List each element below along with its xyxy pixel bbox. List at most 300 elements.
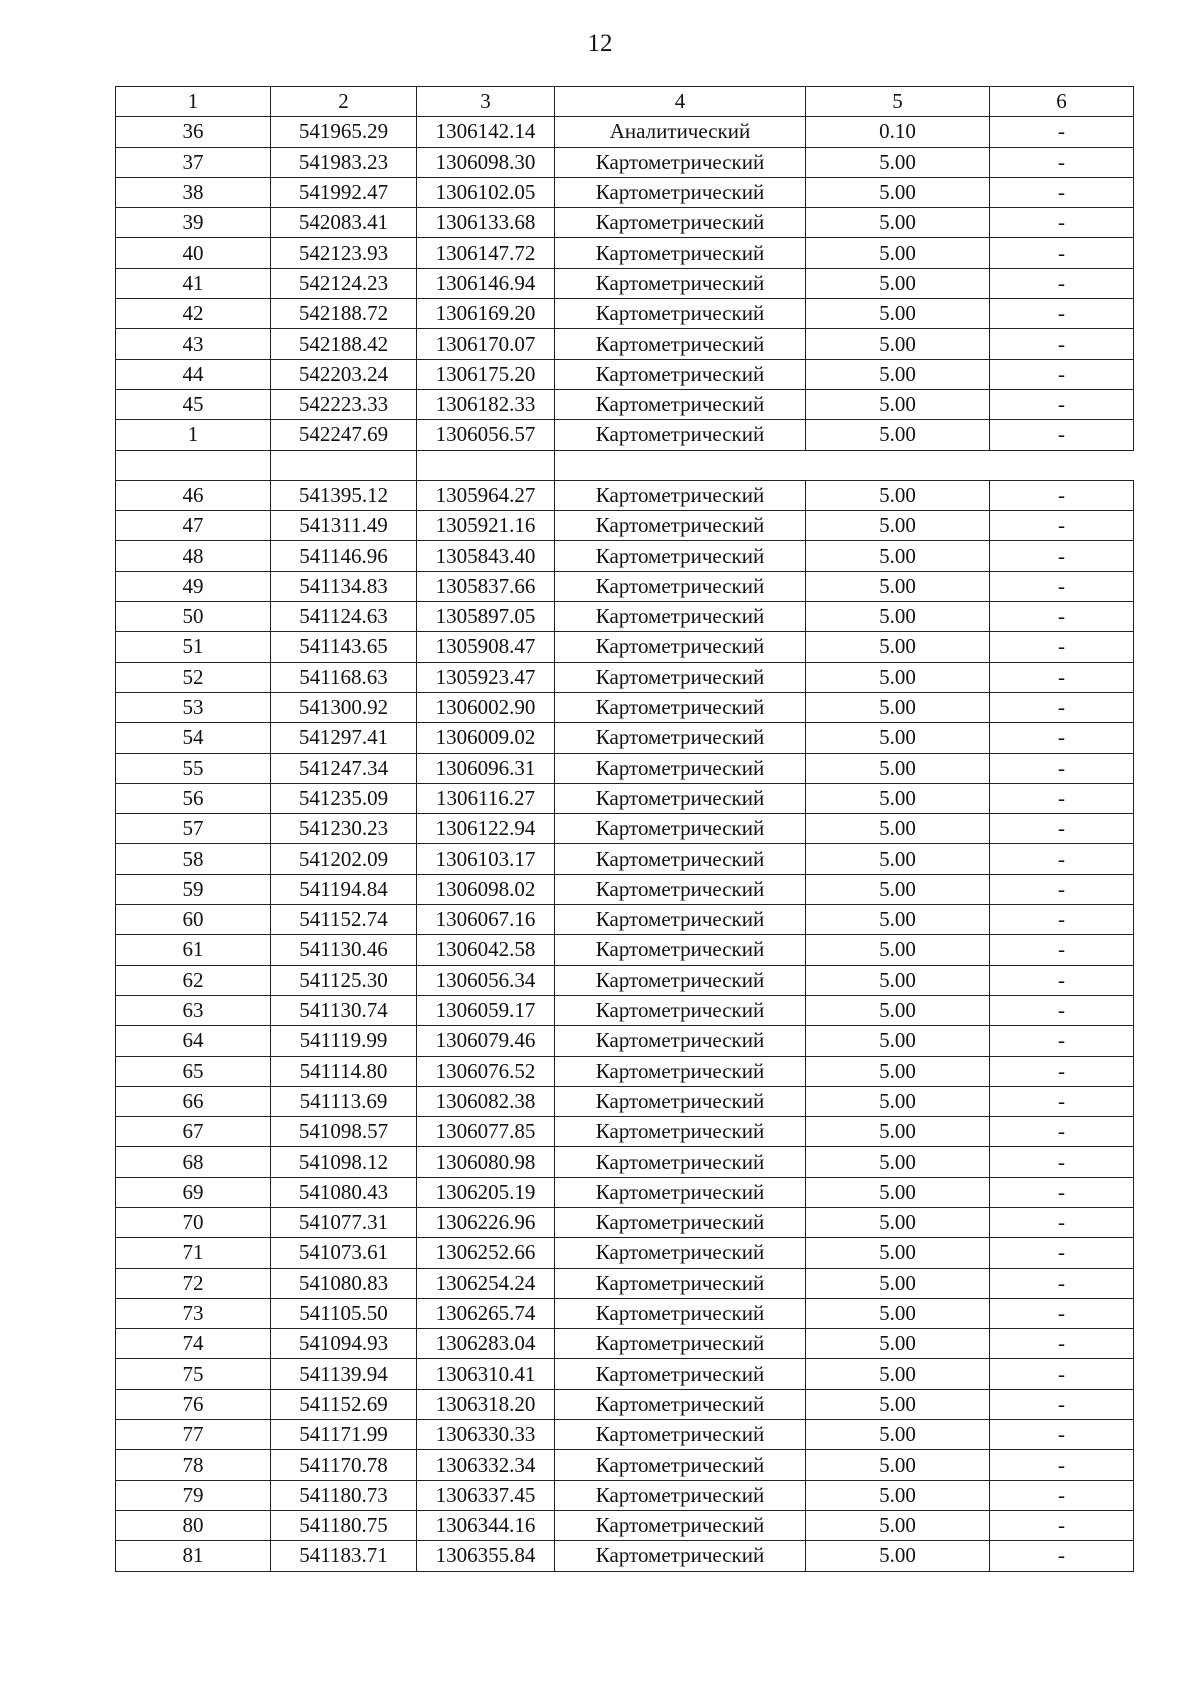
table-cell-col-2: 541300.92 xyxy=(271,692,417,722)
table-row xyxy=(116,1086,1134,1116)
table-cell-col-4: Картометрический xyxy=(555,1207,806,1237)
table-cell-col-5: 5.00 xyxy=(806,783,990,813)
table-row xyxy=(116,238,1134,268)
table-row xyxy=(116,329,1134,359)
table-cell-col-5: 5.00 xyxy=(806,1026,990,1056)
table-cell-col-5: 5.00 xyxy=(806,1541,990,1571)
table-cell-col-3: 1306116.27 xyxy=(417,783,555,813)
table-cell-col-5: 5.00 xyxy=(806,1329,990,1359)
table-cell-col-2: 541168.63 xyxy=(271,662,417,692)
table-cell-col-1: 80 xyxy=(116,1510,271,1540)
table-cell-col-1: 47 xyxy=(116,511,271,541)
table-cell-col-3: 1306002.90 xyxy=(417,692,555,722)
table-cell-col-3: 1306146.94 xyxy=(417,268,555,298)
table-cell-col-6: - xyxy=(990,1117,1134,1147)
table-row xyxy=(116,662,1134,692)
table-cell-col-6: - xyxy=(990,632,1134,662)
table-row xyxy=(116,602,1134,632)
table-cell-col-2: 542247.69 xyxy=(271,420,417,450)
table-cell-col-6: - xyxy=(990,541,1134,571)
table-cell-col-6: - xyxy=(990,935,1134,965)
table-cell-col-4: Картометрический xyxy=(555,1450,806,1480)
table-cell-col-4: Картометрический xyxy=(555,1026,806,1056)
table-cell-col-2: 541125.30 xyxy=(271,965,417,995)
table-cell-col-1: 53 xyxy=(116,692,271,722)
table-cell-col-4: Картометрический xyxy=(555,511,806,541)
table-cell-col-3: 1306355.84 xyxy=(417,1541,555,1571)
table-cell-col-5: 5.00 xyxy=(806,571,990,601)
table-cell-col-2: 541119.99 xyxy=(271,1026,417,1056)
table-row xyxy=(116,935,1134,965)
table-cell-col-6: - xyxy=(990,814,1134,844)
table-cell-col-4: Картометрический xyxy=(555,662,806,692)
table-cell-col-4: Картометрический xyxy=(555,1238,806,1268)
table-cell-col-5: 5.00 xyxy=(806,1359,990,1389)
table-cell-col-4: Картометрический xyxy=(555,1056,806,1086)
table-cell-col-6: - xyxy=(990,299,1134,329)
table-cell-col-2: 542203.24 xyxy=(271,359,417,389)
table-cell-col-6: - xyxy=(990,177,1134,207)
table-cell-col-1: 36 xyxy=(116,117,271,147)
table-row xyxy=(116,753,1134,783)
table-cell-col-1: 49 xyxy=(116,571,271,601)
table-cell-col-2: 541170.78 xyxy=(271,1450,417,1480)
table-cell-col-5: 5.00 xyxy=(806,268,990,298)
table-cell-col-5: 5.00 xyxy=(806,389,990,419)
table-cell-col-5: 5.00 xyxy=(806,935,990,965)
table-cell-col-4: Картометрический xyxy=(555,1541,806,1571)
table-cell-col-1: 55 xyxy=(116,753,271,783)
table-cell-col-3: 1306254.24 xyxy=(417,1268,555,1298)
table-cell-col-5: 5.00 xyxy=(806,965,990,995)
table-cell-col-1: 58 xyxy=(116,844,271,874)
table-cell-col-6: - xyxy=(990,268,1134,298)
column-header-4: 4 xyxy=(555,87,806,117)
table-cell-col-4: Картометрический xyxy=(555,905,806,935)
table-cell-col-4: Картометрический xyxy=(555,541,806,571)
table-cell-col-5 xyxy=(806,450,990,480)
table-cell-col-6: - xyxy=(990,329,1134,359)
table-cell-col-6: - xyxy=(990,965,1134,995)
table-cell-col-3: 1306067.16 xyxy=(417,905,555,935)
page-number: 12 xyxy=(587,30,613,57)
table-cell-col-5: 5.00 xyxy=(806,511,990,541)
table-cell-col-1: 44 xyxy=(116,359,271,389)
table-row xyxy=(116,541,1134,571)
table-row xyxy=(116,1359,1134,1389)
table-cell-col-4: Аналитический xyxy=(555,117,806,147)
table-cell-col-3 xyxy=(417,450,555,480)
table-cell-col-4: Картометрический xyxy=(555,208,806,238)
table-row xyxy=(116,723,1134,753)
table-cell-col-3: 1306077.85 xyxy=(417,1117,555,1147)
table-cell-col-2: 541113.69 xyxy=(271,1086,417,1116)
table-row xyxy=(116,480,1134,510)
table-cell-col-1: 61 xyxy=(116,935,271,965)
table-cell-col-6: - xyxy=(990,1238,1134,1268)
table-cell-col-4: Картометрический xyxy=(555,1117,806,1147)
table-cell-col-1: 37 xyxy=(116,147,271,177)
table-cell-col-1: 39 xyxy=(116,208,271,238)
table-cell-col-5: 5.00 xyxy=(806,238,990,268)
column-header-2: 2 xyxy=(271,87,417,117)
table-cell-col-3: 1306265.74 xyxy=(417,1298,555,1328)
table-cell-col-2: 541297.41 xyxy=(271,723,417,753)
table-cell-col-3: 1306079.46 xyxy=(417,1026,555,1056)
table-cell-col-4: Картометрический xyxy=(555,723,806,753)
table-cell-col-3: 1306205.19 xyxy=(417,1177,555,1207)
table-cell-col-3: 1306056.57 xyxy=(417,420,555,450)
table-row xyxy=(116,571,1134,601)
table-cell-col-3: 1306330.33 xyxy=(417,1420,555,1450)
table-cell-col-1: 48 xyxy=(116,541,271,571)
table-cell-col-3: 1305921.16 xyxy=(417,511,555,541)
table-row xyxy=(116,692,1134,722)
table-cell-col-6: - xyxy=(990,480,1134,510)
table-cell-col-5: 5.00 xyxy=(806,541,990,571)
table-row xyxy=(116,1056,1134,1086)
table-cell-col-1: 46 xyxy=(116,480,271,510)
table-cell-col-4: Картометрический xyxy=(555,602,806,632)
table-cell-col-4: Картометрический xyxy=(555,874,806,904)
table-cell-col-6: - xyxy=(990,359,1134,389)
table-row xyxy=(116,1420,1134,1450)
table-cell-col-3: 1306142.14 xyxy=(417,117,555,147)
coordinates-table xyxy=(115,86,1134,1572)
table-cell-col-2: 541235.09 xyxy=(271,783,417,813)
table-cell-col-3: 1306082.38 xyxy=(417,1086,555,1116)
table-body xyxy=(116,87,1134,1572)
table-cell-col-4: Картометрический xyxy=(555,1177,806,1207)
table-row xyxy=(116,208,1134,238)
table-row xyxy=(116,147,1134,177)
table-cell-col-6 xyxy=(990,450,1134,480)
table-cell-col-1: 54 xyxy=(116,723,271,753)
table-cell-col-1: 62 xyxy=(116,965,271,995)
table-cell-col-3: 1306056.34 xyxy=(417,965,555,995)
table-cell-col-5: 5.00 xyxy=(806,1238,990,1268)
table-cell-col-6: - xyxy=(990,844,1134,874)
table-cell-col-1: 41 xyxy=(116,268,271,298)
table-row xyxy=(116,1389,1134,1419)
table-cell-col-2: 542223.33 xyxy=(271,389,417,419)
table-cell-col-5: 5.00 xyxy=(806,1147,990,1177)
table-cell-col-5: 5.00 xyxy=(806,208,990,238)
table-cell-col-4: Картометрический xyxy=(555,359,806,389)
table-cell-col-4: Картометрический xyxy=(555,1086,806,1116)
table-row xyxy=(116,1238,1134,1268)
table-row xyxy=(116,1207,1134,1237)
table-cell-col-6: - xyxy=(990,602,1134,632)
table-cell-col-4: Картометрический xyxy=(555,238,806,268)
table-cell-col-3: 1305897.05 xyxy=(417,602,555,632)
table-cell-col-2: 541094.93 xyxy=(271,1329,417,1359)
table-cell-col-6: - xyxy=(990,208,1134,238)
table-cell-col-6: - xyxy=(990,783,1134,813)
table-cell-col-4: Картометрический xyxy=(555,844,806,874)
table-cell-col-2: 541395.12 xyxy=(271,480,417,510)
table-cell-col-3: 1306042.58 xyxy=(417,935,555,965)
table-cell-col-1: 74 xyxy=(116,1329,271,1359)
table-cell-col-6: - xyxy=(990,1359,1134,1389)
table-cell-col-5: 5.00 xyxy=(806,1056,990,1086)
table-cell-col-2: 541134.83 xyxy=(271,571,417,601)
table-cell-col-3: 1306310.41 xyxy=(417,1359,555,1389)
table-row xyxy=(116,359,1134,389)
table-cell-col-3: 1306098.02 xyxy=(417,874,555,904)
table-cell-col-1: 52 xyxy=(116,662,271,692)
table-cell-col-3: 1306122.94 xyxy=(417,814,555,844)
table-cell-col-5: 5.00 xyxy=(806,147,990,177)
table-cell-col-2: 541098.12 xyxy=(271,1147,417,1177)
table-cell-col-3: 1306337.45 xyxy=(417,1480,555,1510)
table-cell-col-4: Картометрический xyxy=(555,1147,806,1177)
table-cell-col-2: 542188.72 xyxy=(271,299,417,329)
table-cell-col-2: 541183.71 xyxy=(271,1541,417,1571)
table-cell-col-2: 541230.23 xyxy=(271,814,417,844)
table-row xyxy=(116,389,1134,419)
table-cell-col-6: - xyxy=(990,995,1134,1025)
table-cell-col-4: Картометрический xyxy=(555,1420,806,1450)
table-cell-col-2: 541130.74 xyxy=(271,995,417,1025)
table-cell-col-2: 542188.42 xyxy=(271,329,417,359)
table-cell-col-2: 541152.69 xyxy=(271,1389,417,1419)
table-cell-col-5: 5.00 xyxy=(806,723,990,753)
table-cell-col-6: - xyxy=(990,1056,1134,1086)
table-cell-col-5: 0.10 xyxy=(806,117,990,147)
table-cell-col-6: - xyxy=(990,1298,1134,1328)
table-cell-col-1: 38 xyxy=(116,177,271,207)
table-cell-col-2: 541114.80 xyxy=(271,1056,417,1086)
table-row xyxy=(116,1268,1134,1298)
table-cell-col-3: 1305837.66 xyxy=(417,571,555,601)
table-cell-col-5: 5.00 xyxy=(806,1207,990,1237)
table-cell-col-5: 5.00 xyxy=(806,480,990,510)
table-cell-col-6: - xyxy=(990,147,1134,177)
table-row xyxy=(116,995,1134,1025)
table-header-row xyxy=(116,87,1134,117)
table-cell-col-6: - xyxy=(990,1086,1134,1116)
table-cell-col-2: 541139.94 xyxy=(271,1359,417,1389)
table-cell-col-6: - xyxy=(990,1207,1134,1237)
table-cell-col-3: 1306332.34 xyxy=(417,1450,555,1480)
table-cell-col-3: 1306226.96 xyxy=(417,1207,555,1237)
table-cell-col-6: - xyxy=(990,692,1134,722)
table-cell-col-6: - xyxy=(990,1450,1134,1480)
column-header-6: 6 xyxy=(990,87,1134,117)
table-cell-col-2: 541202.09 xyxy=(271,844,417,874)
table-cell-col-3: 1306096.31 xyxy=(417,753,555,783)
table-cell-col-1: 42 xyxy=(116,299,271,329)
table-cell-col-6: - xyxy=(990,662,1134,692)
table-cell-col-4: Картометрический xyxy=(555,1298,806,1328)
table-cell-col-4: Картометрический xyxy=(555,147,806,177)
table-cell-col-4: Картометрический xyxy=(555,571,806,601)
table-cell-col-1: 70 xyxy=(116,1207,271,1237)
table-cell-col-4: Картометрический xyxy=(555,1268,806,1298)
table-cell-col-3: 1306098.30 xyxy=(417,147,555,177)
table-cell-col-4: Картометрический xyxy=(555,420,806,450)
table-cell-col-6: - xyxy=(990,1541,1134,1571)
table-cell-col-4: Картометрический xyxy=(555,1480,806,1510)
table-row xyxy=(116,1450,1134,1480)
table-row xyxy=(116,1510,1134,1540)
table-cell-col-2: 541152.74 xyxy=(271,905,417,935)
table-cell-col-6: - xyxy=(990,723,1134,753)
table-cell-col-6: - xyxy=(990,1177,1134,1207)
table-row xyxy=(116,1147,1134,1177)
table-row xyxy=(116,1298,1134,1328)
table-row xyxy=(116,1480,1134,1510)
table-cell-col-4 xyxy=(555,450,806,480)
table-cell-col-6: - xyxy=(990,511,1134,541)
table-cell-col-6: - xyxy=(990,1147,1134,1177)
table-cell-col-3: 1306344.16 xyxy=(417,1510,555,1540)
column-header-1: 1 xyxy=(116,87,271,117)
table-cell-col-3: 1306170.07 xyxy=(417,329,555,359)
table-cell-col-4: Картометрический xyxy=(555,995,806,1025)
table-cell-col-5: 5.00 xyxy=(806,1177,990,1207)
table-cell-col-2: 541965.29 xyxy=(271,117,417,147)
table-cell-col-4: Картометрический xyxy=(555,177,806,207)
table-cell-col-5: 5.00 xyxy=(806,814,990,844)
table-cell-col-4: Картометрический xyxy=(555,329,806,359)
table-cell-col-3: 1306133.68 xyxy=(417,208,555,238)
table-cell-col-3: 1305964.27 xyxy=(417,480,555,510)
table-cell-col-1: 75 xyxy=(116,1359,271,1389)
table-row xyxy=(116,874,1134,904)
table-row xyxy=(116,905,1134,935)
table-cell-col-1: 57 xyxy=(116,814,271,844)
table-row xyxy=(116,420,1134,450)
table-cell-col-4: Картометрический xyxy=(555,753,806,783)
table-cell-col-3: 1306080.98 xyxy=(417,1147,555,1177)
table-cell-col-2: 542083.41 xyxy=(271,208,417,238)
table-cell-col-3: 1306283.04 xyxy=(417,1329,555,1359)
table-cell-col-4: Картометрический xyxy=(555,1510,806,1540)
table-cell-col-5: 5.00 xyxy=(806,1510,990,1540)
table-row xyxy=(116,299,1134,329)
table-cell-col-1: 72 xyxy=(116,1268,271,1298)
table-cell-col-1: 65 xyxy=(116,1056,271,1086)
table-cell-col-5: 5.00 xyxy=(806,329,990,359)
table-cell-col-1: 40 xyxy=(116,238,271,268)
table-cell-col-5: 5.00 xyxy=(806,1298,990,1328)
table-cell-col-1: 76 xyxy=(116,1389,271,1419)
table-row xyxy=(116,117,1134,147)
table-cell-col-2: 541080.83 xyxy=(271,1268,417,1298)
table-cell-col-4: Картометрический xyxy=(555,935,806,965)
table-cell-col-1: 60 xyxy=(116,905,271,935)
table-cell-col-3: 1305908.47 xyxy=(417,632,555,662)
table-cell-col-5: 5.00 xyxy=(806,1389,990,1419)
table-cell-col-5: 5.00 xyxy=(806,359,990,389)
table-cell-col-4: Картометрический xyxy=(555,814,806,844)
table-cell-col-5: 5.00 xyxy=(806,420,990,450)
table-cell-col-1: 50 xyxy=(116,602,271,632)
table-cell-col-4: Картометрический xyxy=(555,965,806,995)
table-row xyxy=(116,844,1134,874)
table-cell-col-5: 5.00 xyxy=(806,1480,990,1510)
table-cell-col-2: 541077.31 xyxy=(271,1207,417,1237)
table-cell-col-2: 541146.96 xyxy=(271,541,417,571)
table-cell-col-3: 1306182.33 xyxy=(417,389,555,419)
table-cell-col-5: 5.00 xyxy=(806,995,990,1025)
table-cell-col-2: 541143.65 xyxy=(271,632,417,662)
table-cell-col-1: 51 xyxy=(116,632,271,662)
table-cell-col-3: 1306175.20 xyxy=(417,359,555,389)
table-cell-col-4: Картометрический xyxy=(555,692,806,722)
table-row xyxy=(116,1541,1134,1571)
table-cell-col-6: - xyxy=(990,874,1134,904)
table-cell-col-6: - xyxy=(990,1329,1134,1359)
table-cell-col-1: 81 xyxy=(116,1541,271,1571)
table-cell-col-5: 5.00 xyxy=(806,662,990,692)
table-cell-col-4: Картометрический xyxy=(555,1329,806,1359)
table-cell-col-2: 541124.63 xyxy=(271,602,417,632)
table-cell-col-4: Картометрический xyxy=(555,1359,806,1389)
table-row xyxy=(116,177,1134,207)
table-cell-col-1: 71 xyxy=(116,1238,271,1268)
table-row xyxy=(116,1026,1134,1056)
table-cell-col-6: - xyxy=(990,571,1134,601)
table-cell-col-6: - xyxy=(990,1510,1134,1540)
table-cell-col-1: 63 xyxy=(116,995,271,1025)
table-cell-col-5: 5.00 xyxy=(806,753,990,783)
table-cell-col-2: 541992.47 xyxy=(271,177,417,207)
table-row xyxy=(116,814,1134,844)
table-cell-col-3: 1305923.47 xyxy=(417,662,555,692)
table-cell-col-3: 1306103.17 xyxy=(417,844,555,874)
table-cell-col-1: 68 xyxy=(116,1147,271,1177)
table-cell-col-5: 5.00 xyxy=(806,692,990,722)
table-cell-col-2: 541180.75 xyxy=(271,1510,417,1540)
table-cell-col-1 xyxy=(116,450,271,480)
table-cell-col-3: 1306059.17 xyxy=(417,995,555,1025)
table-cell-col-4: Картометрический xyxy=(555,299,806,329)
table-cell-col-5: 5.00 xyxy=(806,602,990,632)
table-cell-col-6: - xyxy=(990,1420,1134,1450)
table-cell-col-4: Картометрический xyxy=(555,783,806,813)
table-cell-col-2: 542123.93 xyxy=(271,238,417,268)
table-cell-col-4: Картометрический xyxy=(555,1389,806,1419)
table-row xyxy=(116,268,1134,298)
table-cell-col-5: 5.00 xyxy=(806,1268,990,1298)
table-cell-col-6: - xyxy=(990,1268,1134,1298)
table-cell-col-1: 66 xyxy=(116,1086,271,1116)
table-cell-col-5: 5.00 xyxy=(806,1086,990,1116)
table-cell-col-1: 56 xyxy=(116,783,271,813)
table-cell-col-2: 541130.46 xyxy=(271,935,417,965)
table-cell-col-2: 541983.23 xyxy=(271,147,417,177)
table-cell-col-6: - xyxy=(990,1389,1134,1419)
table-cell-col-1: 64 xyxy=(116,1026,271,1056)
table-cell-col-4: Картометрический xyxy=(555,632,806,662)
table-cell-col-3: 1306252.66 xyxy=(417,1238,555,1268)
table-cell-col-5: 5.00 xyxy=(806,844,990,874)
table-cell-col-6: - xyxy=(990,1026,1134,1056)
table-cell-col-1: 43 xyxy=(116,329,271,359)
table-cell-col-5: 5.00 xyxy=(806,177,990,207)
table-cell-col-3: 1306169.20 xyxy=(417,299,555,329)
table-cell-col-6: - xyxy=(990,753,1134,783)
table-cell-col-2: 541105.50 xyxy=(271,1298,417,1328)
table-cell-col-3: 1306147.72 xyxy=(417,238,555,268)
table-cell-col-6: - xyxy=(990,117,1134,147)
table-row xyxy=(116,1177,1134,1207)
table-cell-col-2: 541194.84 xyxy=(271,874,417,904)
table-cell-col-3: 1306076.52 xyxy=(417,1056,555,1086)
